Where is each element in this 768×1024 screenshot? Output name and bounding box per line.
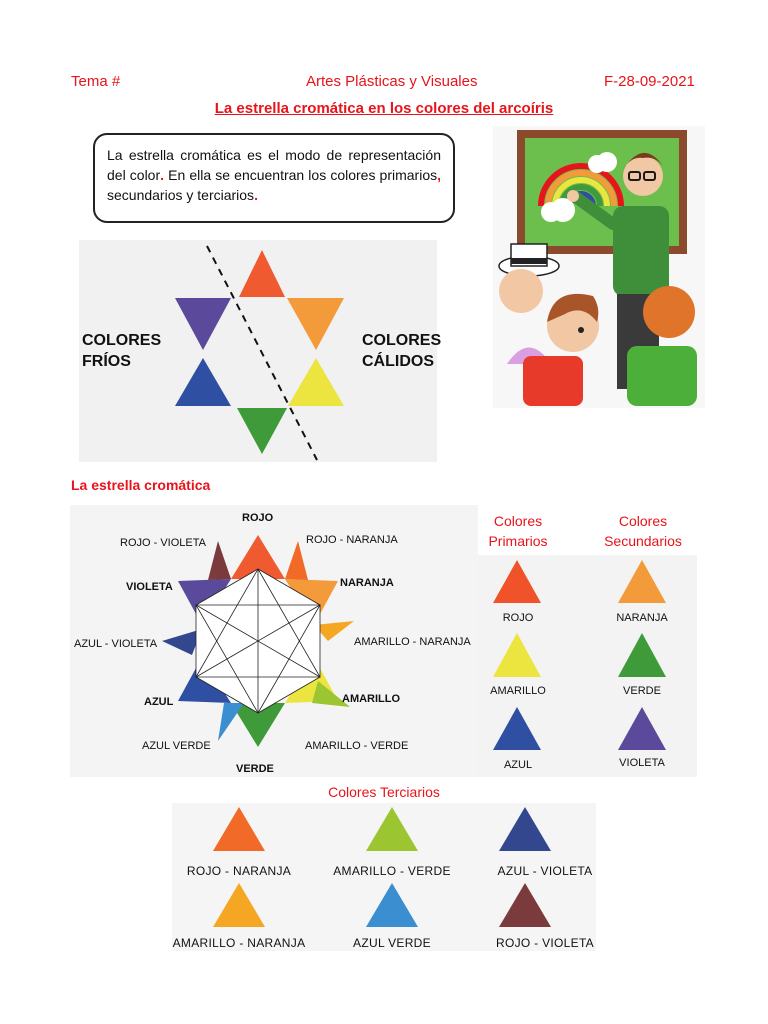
teacher-illustration	[493, 126, 705, 408]
primario-label-rojo: ROJO	[502, 612, 534, 624]
primario-triangle-rojo	[493, 560, 541, 603]
cold-label-line1: COLORES	[82, 332, 162, 349]
teacher-rainbow-image	[493, 126, 705, 408]
star-label-violeta: VIOLETA	[126, 581, 173, 593]
terciario-label-azul-verde: AZUL VERDE	[353, 936, 431, 950]
subject-label: Artes Plásticas y Visuales	[306, 73, 478, 90]
terciario-triangle-rojo-naranja	[213, 807, 265, 851]
terciarios-title: Colores Terciarios	[328, 784, 440, 800]
cold-label	[82, 330, 161, 372]
secundario-label-violeta: VIOLETA	[619, 757, 665, 769]
star-label-azul-verde: AZUL VERDE	[142, 740, 211, 752]
cold-label-line2: FRÍOS	[82, 353, 131, 370]
terciario-triangle-amarillo-verde	[366, 807, 418, 851]
primario-triangle-amarillo	[493, 633, 541, 677]
primary-secondary-triangles	[478, 555, 697, 777]
primario-label-azul: AZUL	[503, 759, 533, 771]
secundario-label-verde: VERDE	[623, 685, 661, 697]
star-label-naranja: NARANJA	[340, 577, 394, 589]
terciario-label-amarillo-naranja: AMARILLO - NARANJA	[172, 936, 306, 950]
chromatic-star-panel	[70, 505, 478, 777]
tri-verde	[237, 408, 287, 454]
temperature-diagram	[79, 240, 442, 462]
terciario-triangle-rojo-violeta	[499, 883, 551, 927]
primario-triangle-azul	[493, 707, 541, 750]
warm-label	[362, 330, 441, 372]
star-label-amarillo-naranja: AMARILLO - NARANJA	[354, 636, 471, 648]
terciario-label-rojo-naranja: ROJO - NARANJA	[186, 864, 292, 878]
star-rojo-naranja	[285, 541, 308, 580]
tri-rojo	[239, 250, 285, 297]
terciario-label-rojo-violeta: ROJO - VIOLETA	[496, 936, 594, 950]
star-label-rojo-naranja: ROJO - NARANJA	[306, 534, 398, 546]
topic-label: Tema #	[71, 73, 121, 90]
terciario-triangle-amarillo-naranja	[213, 883, 265, 927]
definition-comma: ,	[437, 167, 442, 183]
star-section-heading: La estrella cromática	[71, 477, 211, 493]
definition-box	[93, 133, 455, 223]
definition-dot-1: .	[160, 167, 165, 183]
tri-naranja	[287, 298, 344, 350]
star-label-azul-violeta: AZUL - VIOLETA	[74, 638, 158, 650]
tri-azul	[175, 358, 231, 406]
secundarios-title	[594, 511, 692, 551]
star-label-amarillo: AMARILLO	[342, 693, 401, 705]
secundarios-title-line1: Colores	[618, 513, 668, 529]
secundario-triangle-naranja	[618, 560, 666, 603]
warm-label-line1: COLORES	[362, 332, 442, 349]
secundarios-title-line2: Secundarios	[604, 533, 682, 549]
primarios-title-line2: Primarios	[488, 533, 548, 549]
definition-dot-2: .	[254, 187, 258, 203]
terciario-triangle-azul-violeta	[499, 807, 551, 851]
secundario-triangle-violeta	[618, 707, 666, 750]
definition-text-1: La estrella cromática es el modo de representación del color	[107, 147, 441, 183]
star-label-rojo: ROJO	[242, 512, 274, 524]
star-label-rojo-violeta: ROJO - VIOLETA	[120, 537, 206, 549]
date-label: F-28-09-2021	[604, 73, 695, 90]
tri-violeta	[175, 298, 231, 350]
terciario-label-azul-violeta: AZUL - VIOLETA	[497, 864, 593, 878]
star-rojo-violeta	[208, 541, 231, 580]
primarios-title	[478, 511, 558, 551]
definition-text-3: secundarios y terciarios	[107, 187, 255, 203]
definition-text-2: En ella se encuentran los colores primarios	[164, 167, 438, 183]
terciario-triangle-azul-verde	[366, 883, 418, 927]
primario-label-amarillo: AMARILLO	[490, 685, 546, 697]
star-label-amarillo-verde: AMARILLO - VERDE	[305, 740, 409, 752]
terciario-label-amarillo-verde: AMARILLO - VERDE	[333, 864, 451, 878]
star-label-verde: VERDE	[236, 763, 274, 775]
secundario-triangle-verde	[618, 633, 666, 677]
star-label-azul: AZUL	[144, 696, 174, 708]
primarios-title-line1: Colores	[493, 513, 543, 529]
warm-label-line2: CÁLIDOS	[362, 353, 434, 370]
page-title: La estrella cromática en los colores del arcoíris	[214, 100, 554, 117]
tri-amarillo	[288, 358, 344, 406]
secundario-label-naranja: NARANJA	[616, 612, 668, 624]
